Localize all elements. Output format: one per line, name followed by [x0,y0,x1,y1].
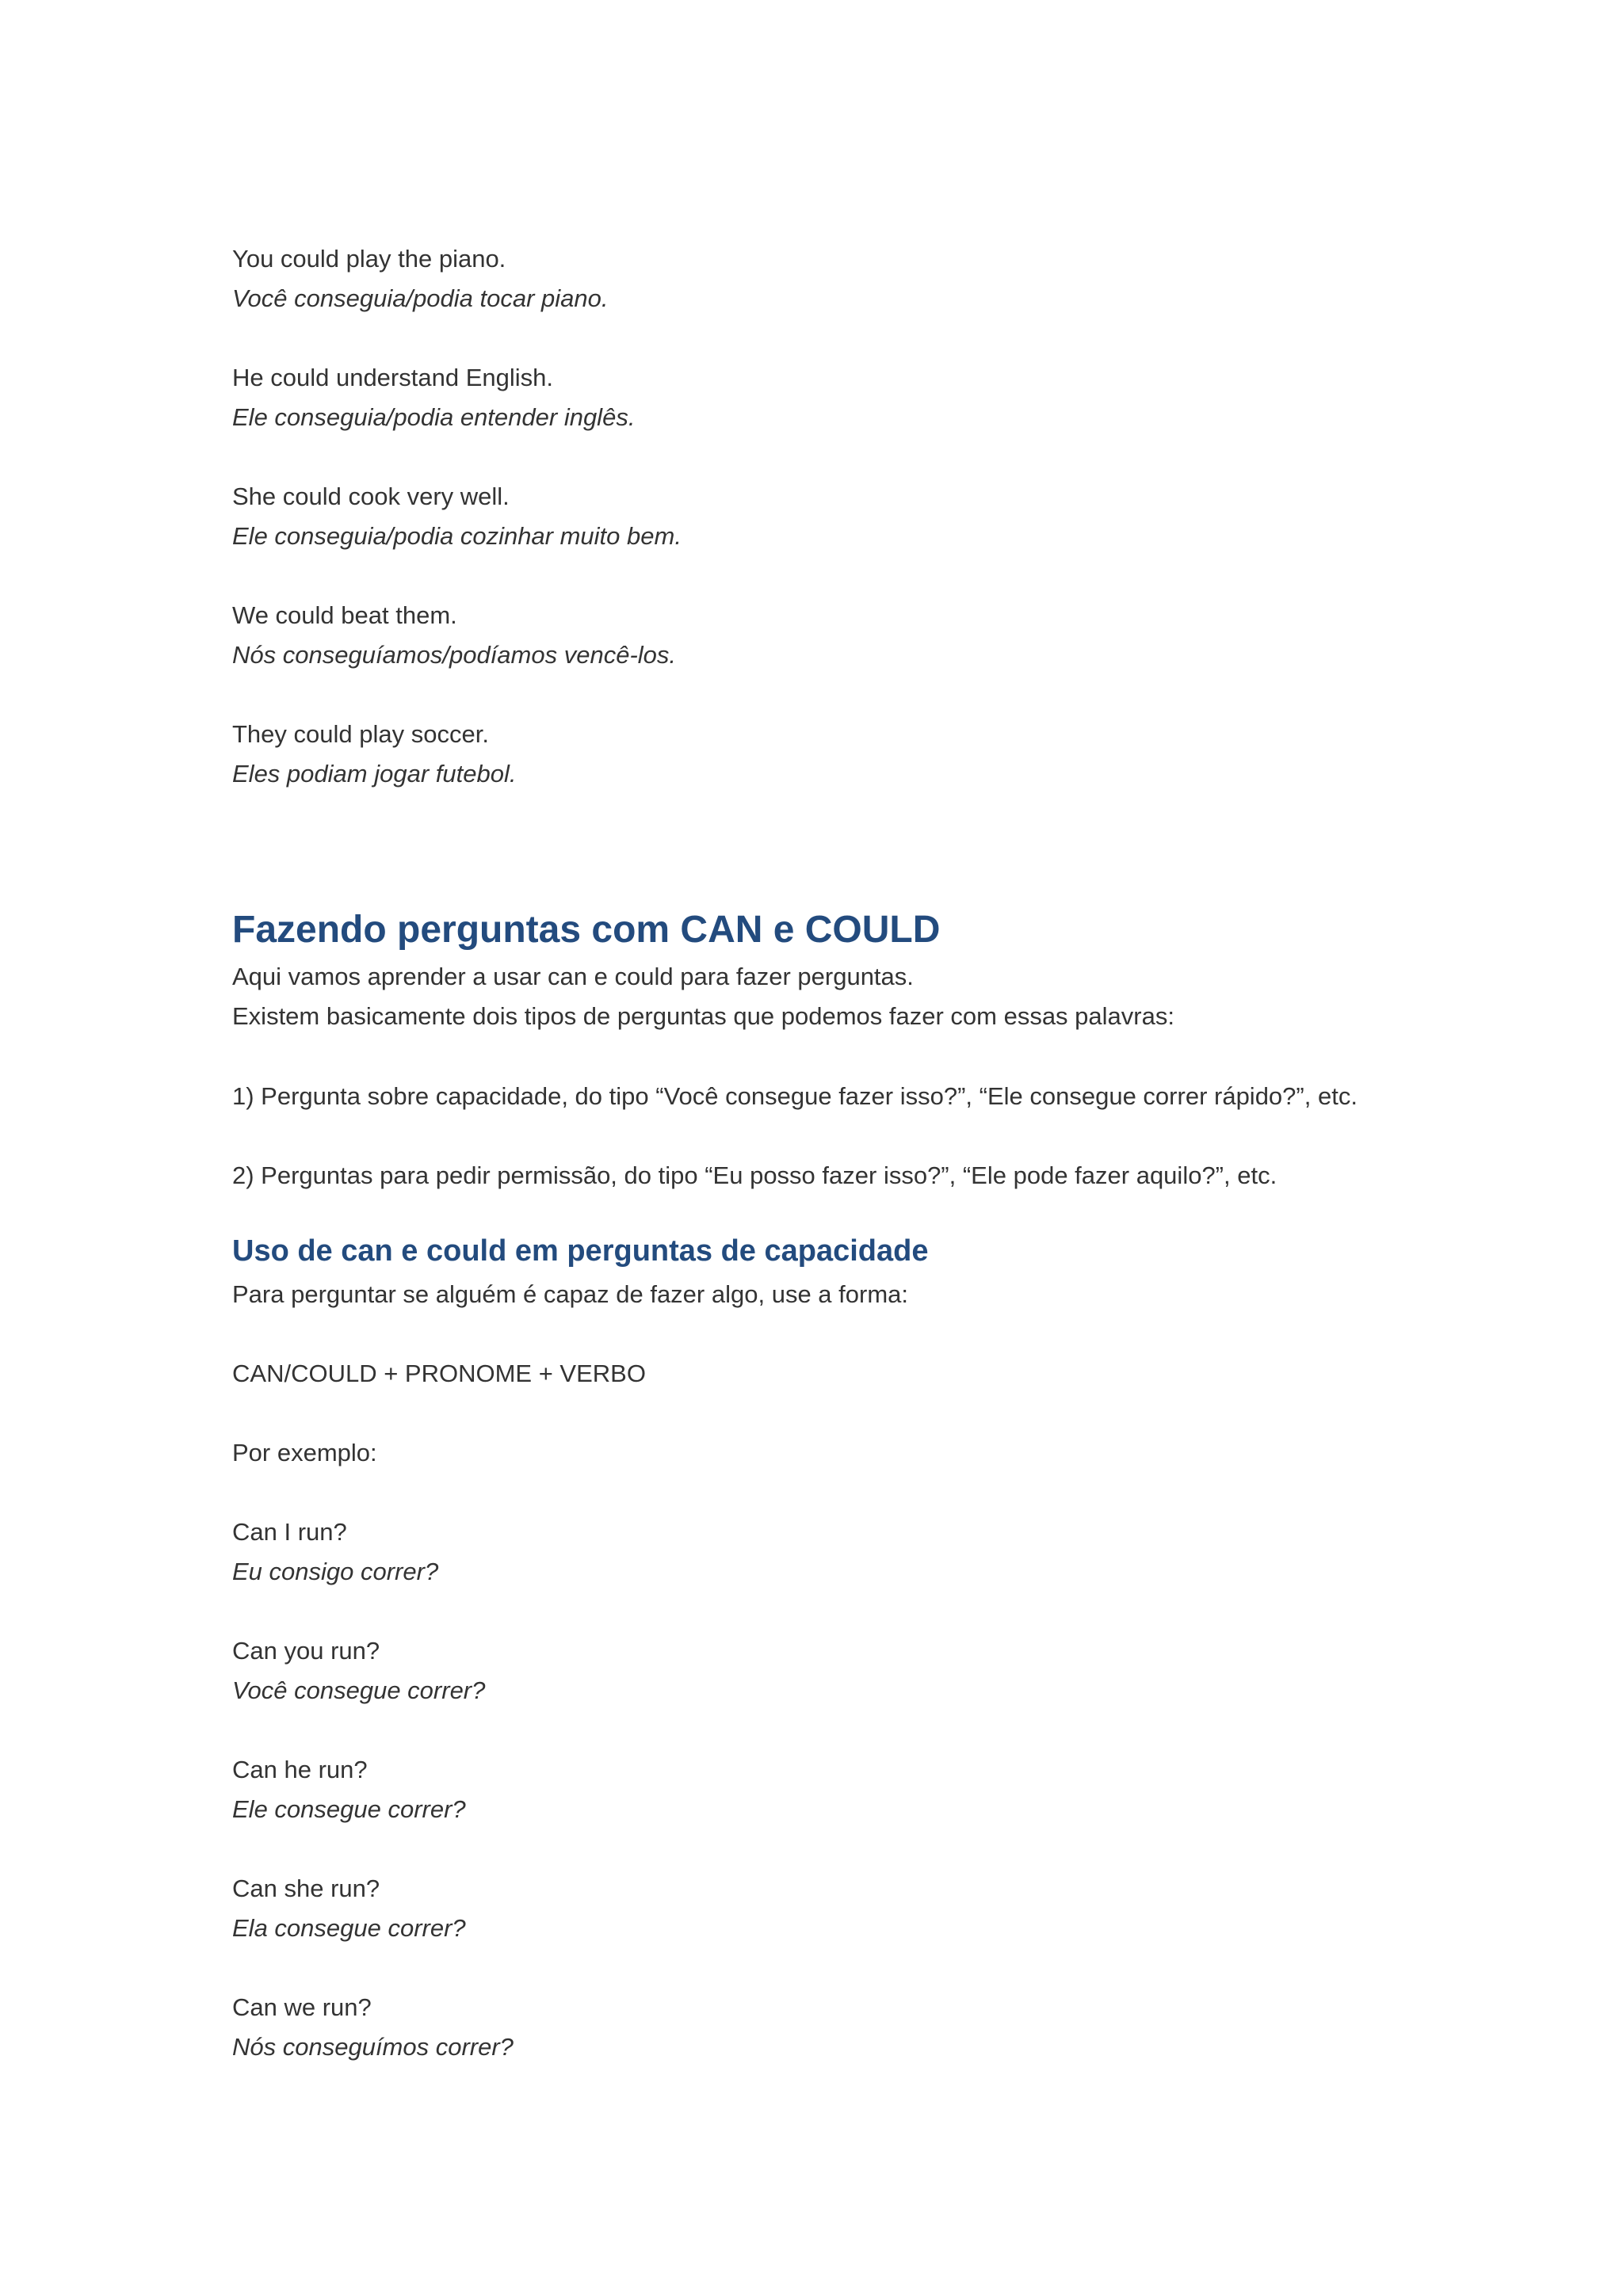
example-pt: Ele conseguia/podia entender inglês. [232,403,636,431]
subsection-heading: Uso de can e could em perguntas de capacidade [232,1234,929,1268]
example-en: You could play the piano. [232,245,506,273]
section-heading: Fazendo perguntas com CAN e COULD [232,909,941,951]
example-label: Por exemplo: [232,1439,377,1466]
question-type-item: 1) Pergunta sobre capacidade, do tipo “Você consegue fazer isso?”, “Ele consegue correr rápido?”, etc. [232,1082,1358,1110]
section-intro: Aqui vamos aprender a usar can e could para fazer perguntas. [232,963,914,990]
example-en: He could understand English. [232,364,553,391]
example-pt: Ele conseguia/podia cozinhar muito bem. [232,522,682,550]
example-pt: Eles podiam jogar futebol. [232,760,517,788]
example-pt: Você conseguia/podia tocar piano. [232,284,609,312]
example-en: Can she run? [232,1875,380,1902]
example-en: We could beat them. [232,601,457,629]
example-en: Can he run? [232,1756,368,1783]
example-en: Can you run? [232,1637,380,1665]
example-en: She could cook very well. [232,482,510,510]
example-en: Can I run? [232,1518,347,1546]
question-type-item: 2) Perguntas para pedir permissão, do tipo “Eu posso fazer isso?”, “Ele pode fazer aquilo?”, etc. [232,1161,1277,1189]
example-pt: Ela consegue correr? [232,1914,466,1942]
example-pt: Ele consegue correr? [232,1795,466,1823]
example-pt: Você consegue correr? [232,1676,486,1704]
example-pt: Nós conseguímos correr? [232,2033,514,2061]
section-intro: Existem basicamente dois tipos de perguntas que podemos fazer com essas palavras: [232,1002,1174,1030]
subsection-intro: Para perguntar se alguém é capaz de fazer algo, use a forma: [232,1280,908,1308]
example-en: Can we run? [232,1993,372,2021]
example-pt: Nós conseguíamos/podíamos vencê-los. [232,641,677,669]
example-en: They could play soccer. [232,720,489,748]
formula: CAN/COULD + PRONOME + VERBO [232,1360,646,1387]
example-pt: Eu consigo correr? [232,1558,439,1585]
